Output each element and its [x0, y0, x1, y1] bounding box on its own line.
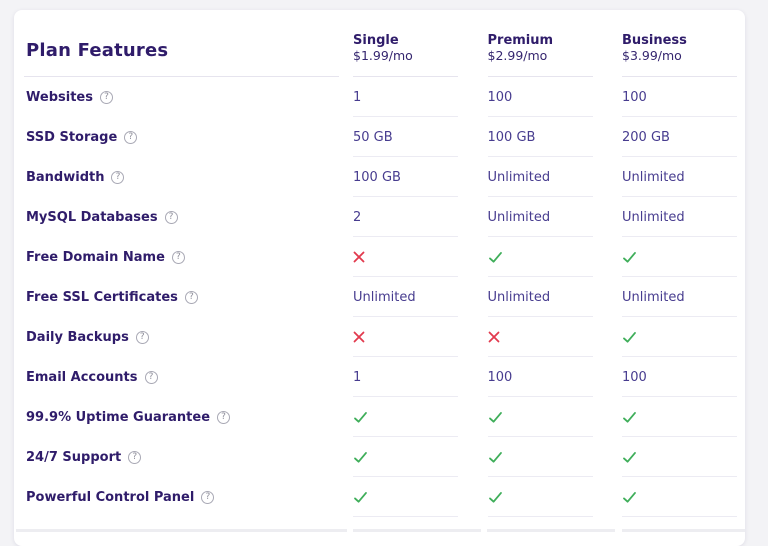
cross-icon — [488, 331, 500, 343]
plan-name: Premium — [487, 33, 554, 48]
plan-price: $1.99/mo — [353, 48, 413, 63]
check-icon — [622, 451, 637, 464]
value-cell — [622, 357, 745, 397]
feature-name: SSD Storage — [26, 129, 118, 145]
value-cell — [353, 117, 488, 157]
value-cell — [488, 157, 623, 197]
plan-header-premium — [488, 10, 623, 77]
feature-cell — [26, 317, 353, 357]
feature-value: 1 — [353, 369, 362, 385]
feature-value: Unlimited — [487, 289, 551, 305]
feature-value: 100 — [622, 369, 647, 385]
feature-cell — [26, 197, 353, 237]
table-row — [26, 397, 745, 437]
feature-name: 99.9% Uptime Guarantee — [26, 409, 211, 425]
feature-name: Websites — [26, 89, 93, 105]
bottom-divider-segment — [16, 529, 347, 532]
check-icon — [488, 411, 503, 424]
help-icon[interactable]: ? — [136, 331, 149, 344]
value-cell — [622, 197, 745, 237]
check-icon — [622, 411, 637, 424]
value-cell — [488, 357, 623, 397]
value-cell — [488, 237, 623, 277]
value-cell — [353, 357, 488, 397]
feature-cell — [26, 477, 353, 517]
check-icon — [622, 491, 637, 504]
value-cell — [353, 197, 488, 237]
feature-cell — [26, 237, 353, 277]
feature-cell — [26, 357, 353, 397]
plan-name: Single — [353, 33, 399, 48]
help-icon[interactable]: ? — [201, 491, 214, 504]
value-cell — [488, 77, 623, 117]
plan-price: $2.99/mo — [487, 48, 548, 63]
value-cell — [353, 477, 488, 517]
value-cell — [488, 477, 623, 517]
cross-icon — [353, 331, 365, 343]
help-icon[interactable]: ? — [100, 91, 113, 104]
feature-value: Unlimited — [487, 169, 551, 185]
feature-value: 100 GB — [487, 129, 536, 145]
plan-features-card — [14, 10, 745, 546]
plan-price: $3.99/mo — [622, 48, 682, 63]
feature-cell — [26, 117, 353, 157]
feature-cell — [26, 77, 353, 117]
value-cell — [622, 317, 745, 357]
feature-name: Daily Backups — [26, 329, 129, 345]
cross-icon — [353, 251, 365, 263]
value-cell — [622, 157, 745, 197]
table-row — [26, 157, 745, 197]
value-cell — [622, 397, 745, 437]
check-icon — [353, 451, 368, 464]
table-row — [26, 117, 745, 157]
feature-value: 1 — [353, 89, 362, 105]
check-icon — [488, 451, 503, 464]
feature-value: 2 — [353, 209, 362, 225]
value-cell — [488, 197, 623, 237]
feature-value: Unlimited — [622, 169, 685, 185]
feature-value: Unlimited — [353, 289, 416, 305]
plan-name: Business — [622, 33, 687, 48]
value-cell — [622, 277, 745, 317]
value-cell — [488, 317, 623, 357]
table-row — [26, 437, 745, 477]
feature-value: Unlimited — [622, 209, 685, 225]
value-cell — [622, 77, 745, 117]
check-icon — [488, 251, 503, 264]
plan-header-business — [622, 10, 745, 77]
value-cell — [622, 117, 745, 157]
feature-name: Bandwidth — [26, 169, 105, 185]
value-cell — [622, 437, 745, 477]
feature-cell — [26, 397, 353, 437]
bottom-divider-segment — [622, 529, 745, 532]
value-cell — [353, 77, 488, 117]
plan-header-single — [353, 10, 488, 77]
feature-value: Unlimited — [487, 209, 551, 225]
value-cell — [488, 277, 623, 317]
table-row — [26, 277, 745, 317]
feature-name: Email Accounts — [26, 369, 138, 385]
feature-cell — [26, 157, 353, 197]
value-cell — [622, 477, 745, 517]
table-body — [26, 77, 745, 517]
bottom-divider-segment — [487, 529, 615, 532]
check-icon — [353, 411, 368, 424]
check-icon — [488, 491, 503, 504]
value-cell — [488, 437, 623, 477]
help-icon[interactable]: ? — [111, 171, 124, 184]
help-icon[interactable]: ? — [145, 371, 158, 384]
table-header — [26, 10, 745, 77]
value-cell — [488, 117, 623, 157]
help-icon[interactable]: ? — [172, 251, 185, 264]
feature-cell — [26, 277, 353, 317]
feature-value: 100 — [487, 89, 513, 105]
check-icon — [622, 251, 637, 264]
feature-value: 100 — [487, 369, 513, 385]
feature-cell — [26, 437, 353, 477]
feature-name: 24/7 Support — [26, 449, 122, 465]
table-row — [26, 477, 745, 517]
feature-value: 50 GB — [353, 129, 393, 145]
table-title-cell — [26, 10, 353, 77]
check-icon — [622, 331, 637, 344]
feature-name: MySQL Databases — [26, 209, 158, 225]
feature-value: 100 — [622, 89, 647, 105]
table-row — [26, 77, 745, 117]
value-cell — [353, 317, 488, 357]
feature-name: Powerful Control Panel — [26, 489, 195, 505]
feature-name: Free SSL Certificates — [26, 289, 178, 305]
value-cell — [353, 237, 488, 277]
check-icon — [353, 491, 368, 504]
feature-name: Free Domain Name — [26, 249, 165, 265]
bottom-divider-segment — [353, 529, 481, 532]
feature-value: Unlimited — [622, 289, 685, 305]
value-cell — [353, 397, 488, 437]
value-cell — [622, 237, 745, 277]
page-title: Plan Features — [26, 40, 169, 61]
help-icon[interactable]: ? — [217, 411, 230, 424]
table-row — [26, 357, 745, 397]
feature-value: 100 GB — [353, 169, 401, 185]
value-cell — [488, 397, 623, 437]
table-row — [26, 237, 745, 277]
help-icon[interactable]: ? — [185, 291, 198, 304]
feature-value: 200 GB — [622, 129, 670, 145]
help-icon[interactable]: ? — [165, 211, 178, 224]
value-cell — [353, 157, 488, 197]
table-row — [26, 317, 745, 357]
value-cell — [353, 277, 488, 317]
help-icon[interactable]: ? — [128, 451, 141, 464]
help-icon[interactable]: ? — [124, 131, 137, 144]
table-row — [26, 197, 745, 237]
value-cell — [353, 437, 488, 477]
